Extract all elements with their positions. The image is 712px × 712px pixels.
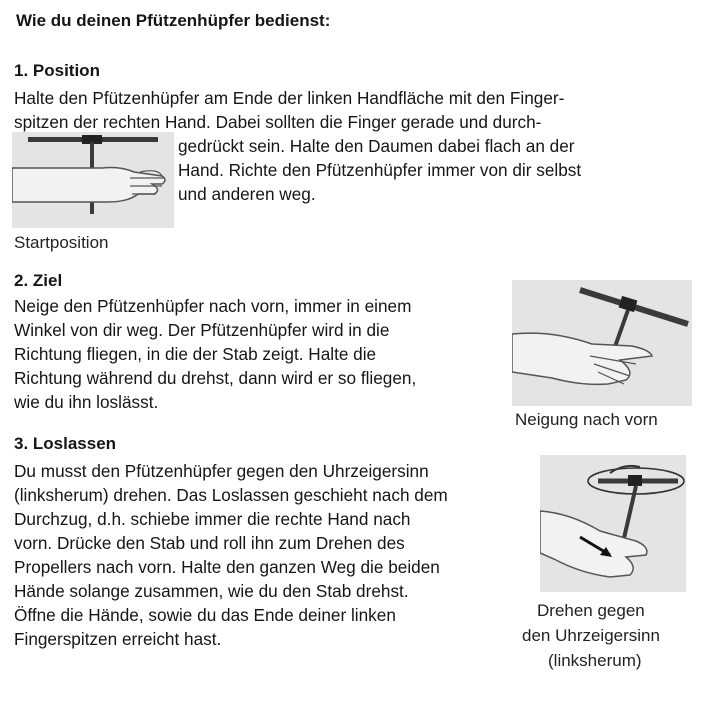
text-line: Fingerspitzen erreicht hast.	[14, 629, 222, 649]
text-line: Richtung während du drehst, dann wird er so fliegen,	[14, 368, 417, 388]
text-line: gedrückt sein. Halte den Daumen dabei flach an der	[178, 136, 575, 156]
text-line: (linksherum) drehen. Das Loslassen geschieht nach dem	[14, 485, 448, 505]
section-heading-ziel: 2. Ziel	[14, 271, 63, 290]
caption-forward-tilt: Neigung nach vorn	[515, 410, 658, 429]
page-title: Wie du deinen Pfützenhüpfer bedienst:	[16, 11, 331, 30]
text-line: spitzen der rechten Hand. Dabei sollten die Finger gerade und durch-	[14, 112, 542, 132]
text-line: und anderen weg.	[178, 184, 316, 204]
text-line: Durchzug, d.h. schiebe immer die rechte Hand nach	[14, 509, 411, 529]
text-line: Neige den Pfützenhüpfer nach vorn, immer in einem	[14, 296, 412, 316]
text-line: Hand. Richte den Pfützenhüpfer immer von dir selbst	[178, 160, 582, 180]
forward-tilt-illustration	[512, 280, 692, 406]
caption-start-position: Startposition	[14, 233, 109, 252]
text-line: vorn. Drücke den Stab und roll ihn zum Drehen des	[14, 533, 405, 553]
text-line: Propellers nach vorn. Halte den ganzen Weg die beiden	[14, 557, 440, 577]
tilted-propeller-hand-icon	[512, 280, 692, 406]
caption-rotation-line-2: den Uhrzeigersinn	[522, 626, 660, 645]
text-line: Richtung fliegen, in die der Stab zeigt. Halte die	[14, 344, 377, 364]
hand-holding-propeller-icon	[12, 132, 174, 228]
text-line: wie du ihn loslässt.	[14, 392, 159, 412]
text-line: Winkel von dir weg. Der Pfützenhüpfer wird in die	[14, 320, 390, 340]
caption-rotation-line-3: (linksherum)	[548, 651, 642, 670]
rotating-propeller-hand-icon	[540, 455, 686, 592]
text-line: Hände solange zusammen, wie du den Stab drehst.	[14, 581, 409, 601]
start-position-illustration	[12, 132, 174, 228]
text-line: Halte den Pfützenhüpfer am Ende der linken Handfläche mit den Finger-	[14, 88, 565, 108]
counterclockwise-rotation-illustration	[540, 455, 686, 592]
text-line: Du musst den Pfützenhüpfer gegen den Uhrzeigersinn	[14, 461, 429, 481]
section-heading-position: 1. Position	[14, 61, 100, 80]
section-heading-loslassen: 3. Loslassen	[14, 434, 117, 453]
text-line: Öffne die Hände, sowie du das Ende deiner linken	[14, 605, 396, 625]
caption-rotation-line-1: Drehen gegen	[537, 601, 645, 620]
